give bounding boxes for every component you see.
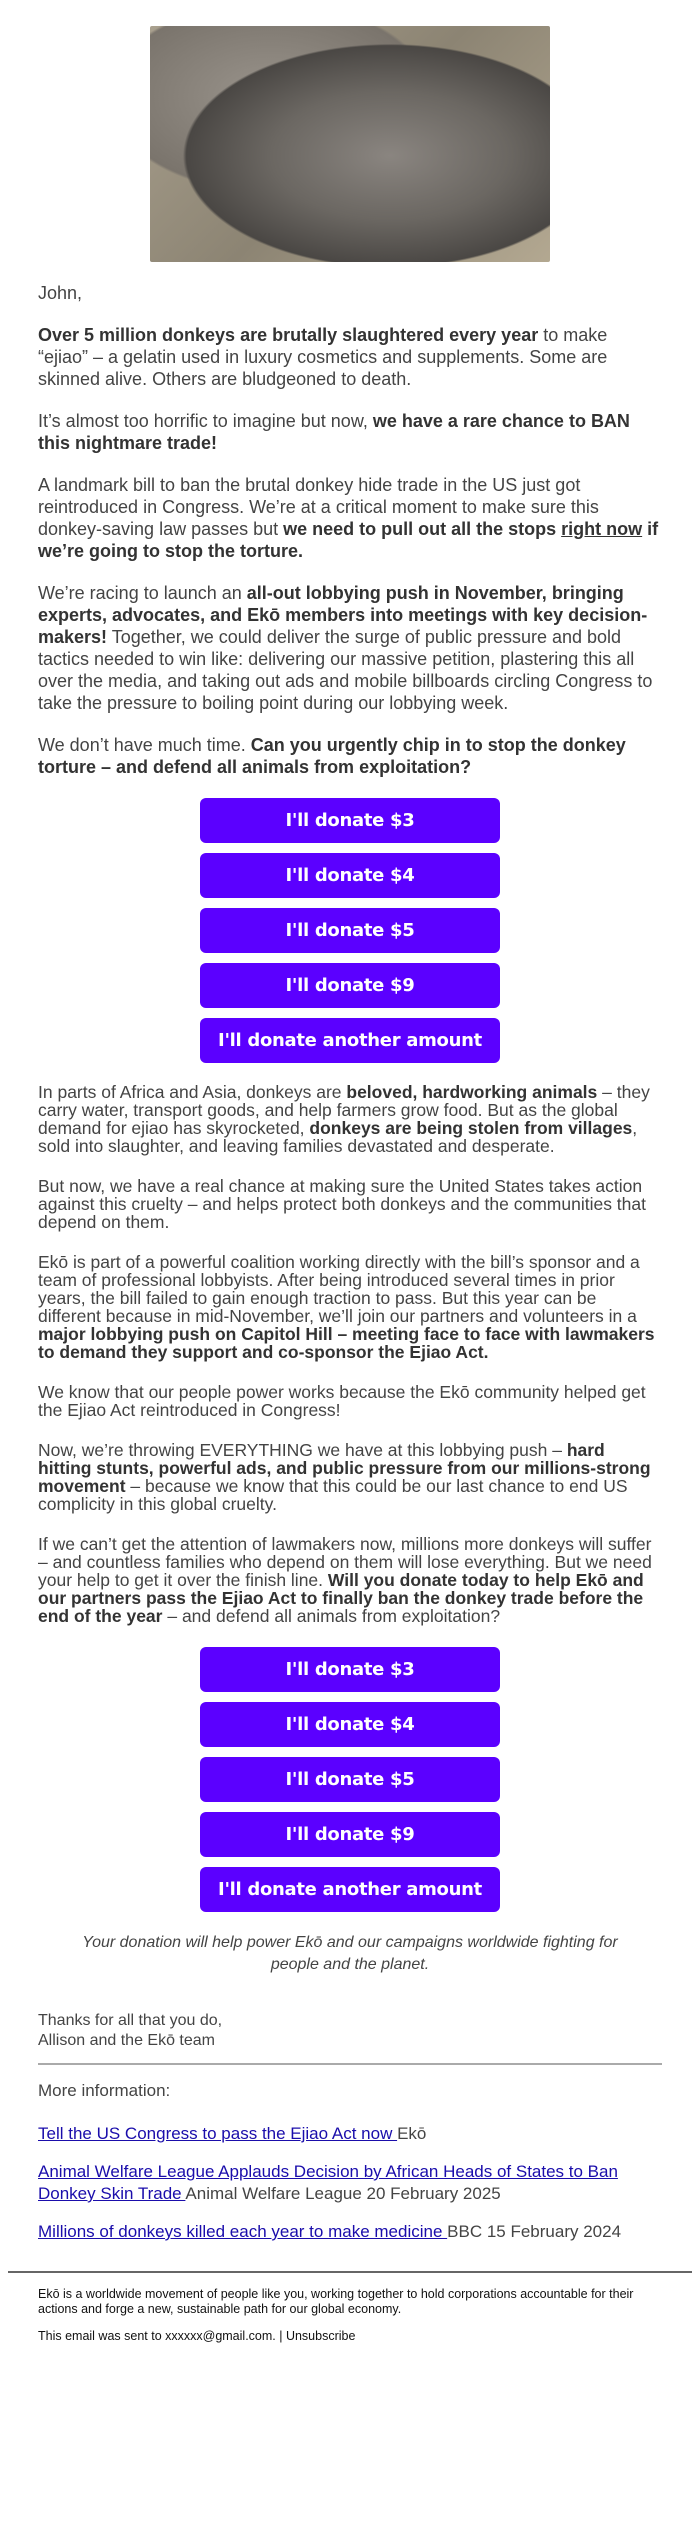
paragraph: We don’t have much time. Can you urgently chip in to stop the donkey torture – and defend all animals from exploitation?: [38, 735, 626, 777]
donate-4-button[interactable]: I'll donate $4: [200, 853, 500, 898]
footer-divider: [8, 2271, 692, 2273]
paragraph: But now, we have a real chance at making sure the United States takes action against this cruelty – and helps protect both donkeys and the communities that depend on them.: [38, 1176, 646, 1232]
signoff-line: Thanks for all that you do,: [38, 2012, 223, 2029]
info-link[interactable]: Animal Welfare League Applauds Decision by African Heads of States to Ban Donkey Skin Trade: [38, 2162, 618, 2203]
donate-buttons-top: [38, 798, 662, 1063]
info-link-item: [38, 2123, 662, 2145]
paragraph: Over 5 million donkeys are brutally slaughtered every year to make “ejiao” – a gelatin used in luxury cosmetics and supplements. Some are skinned alive. Others are bludgeoned to death.: [38, 325, 608, 389]
more-info-heading: More information:: [38, 2081, 171, 2100]
signoff-name: Allison and the Ekō team: [38, 2032, 215, 2049]
donate-3-button[interactable]: I'll donate $3: [200, 1647, 500, 1692]
greeting: John,: [38, 283, 83, 303]
link-source: Ekō: [397, 2124, 427, 2143]
divider: [38, 2063, 662, 2065]
paragraph: We know that our people power works because the Ekō community helped get the Ejiao Act reintroduced in Congress!: [38, 1382, 646, 1420]
unsubscribe-link[interactable]: Unsubscribe: [285, 2329, 356, 2343]
info-link-item: [38, 2221, 662, 2243]
paragraph: Ekō is part of a powerful coalition working directly with the bill’s sponsor and a team of professional lobbyists. After being introduced several times in prior years, the bill failed to gain enough traction to pass. But this year can be different because in mid-November, we’ll join our partners and volunteers in a major lobbying push on Capitol Hill – meeting face to face with lawmakers to demand they support and co-sponsor the Ejiao Act.: [38, 1252, 655, 1362]
link-source: Animal Welfare League 20 February 2025: [185, 2184, 501, 2203]
footer-about: Ekō is a worldwide movement of people like you, working together to hold corporations accountable for their actions and forge a new, sustainable path for our global economy.: [38, 2287, 634, 2316]
signoff: [38, 2011, 662, 2051]
paragraph: If we can’t get the attention of lawmakers now, millions more donkeys will suffer – and countless families who depend on them will lose everything. But we need your help to get it over the finish line. Will you donate today to help Ekō and our partners pass the Ejiao Act to finally ban the donkey trade before the end of the year – and defend all animals from exploitation?: [38, 1534, 652, 1626]
donate-3-button[interactable]: I'll donate $3: [200, 798, 500, 843]
footer: [0, 2287, 700, 2344]
donate-9-button[interactable]: I'll donate $9: [200, 1812, 500, 1857]
paragraph: In parts of Africa and Asia, donkeys are beloved, hardworking animals – they carry water, transport goods, and help farmers grow food. But as the global demand for ejiao has skyrocketed, donkeys are being stolen from villages, sold into slaughter, and leaving families devastated and desperate.: [38, 1082, 650, 1156]
paragraph: We’re racing to launch an all-out lobbying push in November, bringing experts, advocates, and Ekō members into meetings with key decision-makers! Together, we could deliver the surge of public pressure and bold tactics needed to win like: delivering our massive petition, plastering this all over the media, and taking out ads and mobile billboards circling Congress to take the pressure to boiling point during our lobbying week.: [38, 583, 653, 713]
donate-5-button[interactable]: I'll donate $5: [200, 1757, 500, 1802]
donate-9-button[interactable]: I'll donate $9: [200, 963, 500, 1008]
donate-4-button[interactable]: I'll donate $4: [200, 1702, 500, 1747]
donation-note: Your donation will help power Ekō and our campaigns worldwide fighting for people and the planet.: [82, 1934, 618, 1973]
donate-buttons-bottom: [38, 1647, 662, 1912]
donate-other-button[interactable]: I'll donate another amount: [200, 1867, 500, 1912]
paragraph: It’s almost too horrific to imagine but now, we have a rare chance to BAN this nightmare trade!: [38, 411, 630, 453]
footer-sent: This email was sent to xxxxxx@gmail.com. | Unsubscribe: [38, 2329, 356, 2343]
info-link[interactable]: Millions of donkeys killed each year to make medicine: [38, 2222, 448, 2241]
paragraph: Now, we’re throwing EVERYTHING we have at this lobbying push – hard hitting stunts, powerful ads, and public pressure from our millions-strong movement – because we know that this could be our last chance to end US complicity in this global cruelty.: [38, 1440, 651, 1514]
info-link[interactable]: Tell the US Congress to pass the Ejiao Act now: [38, 2124, 398, 2143]
paragraph: A landmark bill to ban the brutal donkey hide trade in the US just got reintroduced in Congress. We’re at a critical moment to make sure this donkey-saving law passes but we need to pull out all the stops right now if we’re going to stop the torture.: [38, 475, 659, 561]
email-body: [0, 26, 700, 2416]
info-link-item: [38, 2161, 662, 2205]
donkey-photo: [150, 26, 550, 262]
donate-other-button[interactable]: I'll donate another amount: [200, 1018, 500, 1063]
link-source: BBC 15 February 2024: [447, 2222, 622, 2241]
donate-5-button[interactable]: I'll donate $5: [200, 908, 500, 953]
